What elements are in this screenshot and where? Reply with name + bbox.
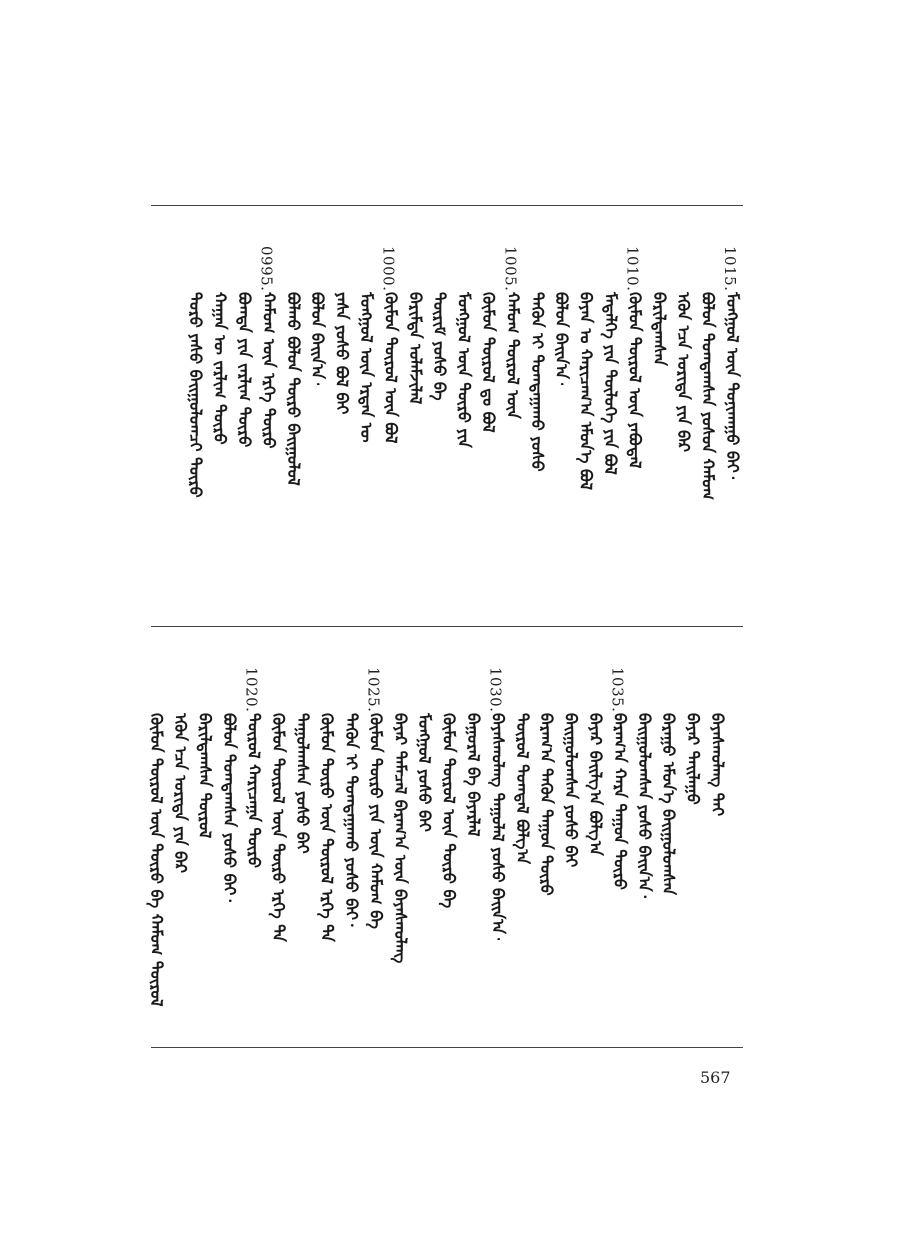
verse-column bbox=[721, 246, 745, 479]
verse-line: ᠪᠠᠶᠠᠷ ᠲᠡᠮᠡᠴᠡᠯ ᠪᠠᠷᠠᠭ᠎ᠠ ᠦᠨ ᠪᠠᠶᠠᠰᠬᠤᠯᠠᠩ bbox=[390, 713, 410, 964]
verse-line: ᠡᠭᠦᠨ ᠡᠴᠡ ᠤᠷᠢᠳᠠ ᠶᠢᠨ ᠪᠠᠷ bbox=[171, 713, 191, 873]
verse-column bbox=[486, 667, 510, 940]
bottom-rule bbox=[151, 1047, 743, 1048]
verse-column bbox=[291, 667, 315, 854]
verse-line: ᠲᠣᠷᠣ ᠶᠠᠰᠤ ᠪᠠᠢᠭᠤᠯᠤᠭᠴᠢ ᠲᠥᠷᠥ bbox=[186, 292, 206, 498]
verse-line: ᠬᠠᠮᠤᠭ ᠦᠨ ᠡᠷᠬᠡ ᠲᠥᠷᠥ bbox=[259, 292, 279, 449]
verse-column bbox=[599, 246, 623, 475]
verse-column bbox=[404, 246, 428, 404]
verse-line: ᠪᠣᠭᠳᠠ ᠶᠢᠨ ᠵᠠᠷᠯᠢᠭ ᠲᠥᠷᠥ bbox=[235, 292, 254, 448]
line-number: 1010. bbox=[623, 246, 642, 292]
verse-line: ᠮᠡᠳᠡᠯᠭᠡ ᠶᠢᠨ ᠲᠥᠯᠦᠭᠡ ᠶᠢᠨ ᠪᠣᠯ bbox=[601, 292, 620, 475]
verse-column bbox=[697, 246, 721, 500]
verse-column bbox=[501, 246, 525, 419]
verse-line: ᠬᠠᠮᠤᠭ ᠲᠥᠷᠥᠯ ᠦᠨ bbox=[503, 292, 523, 419]
verse-line: ᠪᠠᠷᠠᠭᠤ ᠡᠮᠦᠨ᠎ᠡ ᠪᠠᠢᠭᠤᠯᠤᠭᠰᠠᠨ bbox=[659, 713, 679, 896]
verse-line: ᠪᠣᠯᠤᠨ ᠪᠠᠢᠨ᠎ᠠ᠂ bbox=[552, 292, 572, 386]
verse-column bbox=[477, 246, 501, 433]
verse-column bbox=[306, 246, 330, 385]
verse-column bbox=[209, 246, 233, 445]
verse-line: ᠪᠣᠯᠤᠨ ᠲᠣᠭᠲᠠᠭᠰᠠᠨ ᠶᠣᠰᠣ ᠪᠠᠢ᠂ bbox=[220, 713, 239, 902]
verse-column bbox=[560, 667, 584, 867]
line-number: 1015. bbox=[721, 246, 739, 292]
verse-line: ᠬᠦᠮᠦᠨ ᠲᠥᠷᠥ ᠶᠢᠨ ᠦᠨ ᠬᠠᠮᠤᠭ ᠪᠠ bbox=[366, 713, 386, 929]
verse-column bbox=[462, 667, 486, 837]
verse-line: ᠪᠣᠯᠤᠨ ᠲᠣᠭᠲᠠᠭᠰᠠᠨ ᠶᠣᠰᠤᠨ ᠬᠠᠮᠤᠭ bbox=[698, 292, 718, 500]
verse-column bbox=[623, 246, 647, 468]
verse-column bbox=[169, 667, 193, 873]
verse-line: ᠪᠠᠷᠢᠯᠳᠠᠭᠰᠠᠨ ᠲᠥᠷᠥᠯ bbox=[195, 713, 215, 839]
verse-line: ᠪᠣᠯᠬᠤ ᠪᠣᠯᠤᠨ ᠲᠦᠷᠦ ᠪᠠᠢᠭᠤᠯᠤᠯ bbox=[283, 292, 303, 486]
verse-column bbox=[389, 667, 413, 963]
verse-line: ᠪᠠᠢᠭᠤᠯᠤᠭᠰᠠᠨ ᠶᠣᠰᠣ ᠪᠠᠢ bbox=[561, 713, 581, 868]
verse-line: ᠲᠥᠷᠥᠯ ᠲᠣᠭᠲᠠᠯ ᠪᠣᠯᠭ᠎ᠠ bbox=[512, 713, 532, 865]
verse-line: ᠪᠠᠶᠠᠰᠬᠤᠯᠠᠩ ᠲᠠᠢ bbox=[708, 713, 727, 817]
verse-line: ᠬᠠᠭᠠᠨ ᠦ ᠵᠠᠷᠯᠢᠭ ᠲᠥᠷᠥ bbox=[210, 292, 230, 445]
verse-line: ᠪᠠᠷᠠᠭ᠎ᠠ ᠬᠠᠷᠠ ᠳᠠᠭᠤᠨ ᠲᠥᠷᠥ bbox=[610, 713, 630, 890]
lower-verse-panel bbox=[146, 627, 743, 1047]
verse-line: ᠪᠠᠶᠠᠨ ᠤ ᠬᠠᠷᠢᠴᠠᠭ᠎ᠠ ᠡᠮᠦᠨ᠎ᠡ ᠪᠣᠯ bbox=[576, 292, 596, 491]
verse-line: ᠬᠦᠮᠦᠨ ᠲᠥᠷᠥᠯ ᠦᠨ ᠲᠥᠷᠥ ᠪᠠ ᠬᠠᠮᠤᠭ ᠲᠥᠷᠥᠯ bbox=[146, 713, 166, 1007]
verse-column bbox=[428, 246, 452, 401]
verse-column bbox=[282, 246, 306, 486]
verse-column bbox=[257, 246, 281, 449]
verse-line: ᠪᠠᠷᠠᠭ᠎ᠠ ᠲᠡᠭᠦᠨ ᠳᠠᠭᠤᠨ ᠲᠥᠷᠥ bbox=[537, 713, 557, 896]
verse-line: ᠮᠣᠩᠭᠣᠯ ᠦᠨ ᠲᠥᠷᠥ ᠶᠢᠨ bbox=[454, 292, 474, 448]
verse-column bbox=[657, 667, 681, 895]
verse-column bbox=[340, 667, 364, 927]
verse-column bbox=[218, 667, 242, 902]
line-number: 1030. bbox=[486, 667, 505, 713]
verse-column bbox=[194, 667, 218, 838]
verse-line: ᠬᠦᠮᠦᠨ ᠲᠥᠷᠥᠯ ᠦᠨ ᠲᠥᠷᠥ ᠪᠠ bbox=[439, 713, 459, 909]
verse-column bbox=[184, 246, 208, 498]
verse-line: ᠡᠭᠦᠨ ᠡᠴᠡ ᠤᠷᠢᠳᠠ ᠶᠢᠨ ᠪᠠᠷ bbox=[674, 292, 694, 452]
verse-column bbox=[526, 246, 550, 472]
verse-line: ᠮᠣᠩᠭᠣᠯ ᠦᠨ ᠲᠣᠨᠢᠬᠠᠭᠤ ᠪᠠᠢ᠂ bbox=[723, 292, 742, 480]
verse-line: ᠪᠠᠶᠠᠰᠬᠤᠯᠠᠩ ᠲᠠᠭᠤᠯᠠᠯ ᠶᠣᠰᠣ ᠪᠠᠢᠨ᠎ᠠ᠂ bbox=[488, 713, 508, 941]
verse-column bbox=[453, 246, 477, 448]
verse-line: ᠪᠠᠢᠭᠤᠯᠤᠭᠰᠠᠨ ᠶᠣᠰᠣ ᠪᠠᠢᠨ᠎ᠠ᠂ bbox=[634, 713, 654, 898]
line-number: 1000. bbox=[379, 246, 398, 292]
verse-line: ᠪᠣᠯᠤᠨ ᠪᠠᠢᠨ᠎ᠠ᠂ bbox=[308, 292, 328, 386]
line-number: 1005. bbox=[501, 246, 520, 292]
verse-line: ᠬᠦᠮᠦᠨ ᠲᠥᠷᠥᠯ ᠦᠨ ᠪᠣᠯ bbox=[381, 292, 401, 444]
verse-column bbox=[575, 246, 599, 490]
line-number: 0995. bbox=[257, 246, 276, 292]
line-number: 1020. bbox=[242, 667, 261, 713]
verse-line: ᠳᠦᠷᠢᠮ ᠶᠣᠰᠣ ᠪᠠ bbox=[430, 292, 450, 401]
verse-column bbox=[706, 667, 730, 816]
verse-column bbox=[355, 246, 379, 443]
verse-line: ᠪᠠᠷᠢᠯᠳᠠᠭᠰᠠᠨ bbox=[649, 292, 669, 367]
verse-column bbox=[331, 246, 355, 414]
verse-line: ᠪᠠᠷᠢᠮᠲᠠ ᠤᠯᠠᠮᠵᠢᠯᠠᠯ bbox=[405, 292, 425, 405]
verse-line: ᠮᠣᠩᠭᠣᠯ ᠶᠣᠰᠣ ᠪᠠᠢ bbox=[415, 713, 435, 832]
verse-column bbox=[379, 246, 403, 443]
verse-column bbox=[550, 246, 574, 385]
verse-line: ᠶᠠᠰᠠ ᠶᠣᠰᠣ ᠪᠣᠯ ᠪᠠᠢ bbox=[332, 292, 352, 415]
verse-column bbox=[535, 667, 559, 896]
verse-line: ᠬᠦᠮᠦᠨ ᠲᠥᠷᠥᠯ ᠳᠤ ᠪᠣᠯ bbox=[479, 292, 498, 433]
verse-column bbox=[233, 246, 257, 447]
verse-column bbox=[648, 246, 672, 366]
upper-verse-panel bbox=[151, 206, 743, 626]
verse-column bbox=[145, 667, 169, 1007]
verse-column bbox=[438, 667, 462, 908]
verse-line: ᠲᠥᠷᠥᠯ ᠬᠠᠷᠢᠴᠠᠭᠠ ᠲᠥᠷᠥ bbox=[244, 713, 264, 868]
verse-column bbox=[413, 667, 437, 832]
verse-column bbox=[608, 667, 632, 890]
verse-line: ᠲᠠᠭᠤᠯᠠᠭᠰᠠᠨ ᠶᠣᠰᠣ ᠪᠠᠢ bbox=[293, 713, 313, 854]
verse-line: ᠬᠦᠮᠦᠨ ᠲᠥᠷᠥᠯ ᠦᠨ ᠲᠥᠷᠥ ᠡᠷᠬᠡ ᠲᠠ bbox=[268, 713, 288, 942]
verse-column bbox=[242, 667, 266, 868]
verse-line: ᠪᠠᠭᠤᠷᠠᠯ ᠪᠠ ᠪᠠᠶᠠᠷᠯᠠᠯ bbox=[464, 713, 483, 837]
verse-line: ᠪᠠᠶᠠᠷ ᠪᠠᠢᠯᠭ᠎ᠠ ᠪᠣᠯᠭ᠎ᠠ bbox=[586, 713, 605, 856]
verse-column bbox=[672, 246, 696, 452]
verse-line: ᠲᠡᠭᠦᠨ ᠢ ᠲᠣᠭᠲᠠᠭᠠᠬᠤ ᠶᠣᠰᠣ bbox=[527, 292, 547, 472]
verse-line: ᠪᠠᠶᠠᠷ ᠲᠠᠢᠯᠠᠭᠤ bbox=[683, 713, 703, 805]
verse-column bbox=[364, 667, 388, 929]
verse-column bbox=[511, 667, 535, 864]
line-number: 1035. bbox=[608, 667, 627, 713]
verse-column bbox=[316, 667, 340, 942]
verse-column bbox=[267, 667, 291, 942]
verse-line: ᠲᠡᠭᠦᠨ ᠢ ᠲᠣᠭᠲᠠᠭᠠᠬᠤ ᠶᠣᠰᠣ ᠪᠠᠢ᠂ bbox=[342, 713, 361, 927]
verse-line: ᠮᠣᠩᠭᠣᠯ ᠦᠨ ᠡᠷᠲᠡᠨ ᠦ bbox=[357, 292, 376, 443]
verse-line: ᠬᠦᠮᠦᠨ ᠲᠥᠷᠥᠯ ᠦᠨ ᠶᠠᠪᠤᠳᠠᠯ bbox=[625, 292, 645, 469]
verse-column bbox=[682, 667, 706, 805]
verse-column bbox=[584, 667, 608, 856]
verse-line: ᠬᠦᠮᠦᠨ ᠲᠥᠷᠥ ᠦᠨ ᠲᠥᠷᠥᠯ ᠡᠷᠬᠡ ᠲᠠ bbox=[317, 713, 337, 942]
line-number: 1025. bbox=[364, 667, 383, 713]
page-number: 567 bbox=[700, 1068, 731, 1087]
verse-column bbox=[633, 667, 657, 898]
